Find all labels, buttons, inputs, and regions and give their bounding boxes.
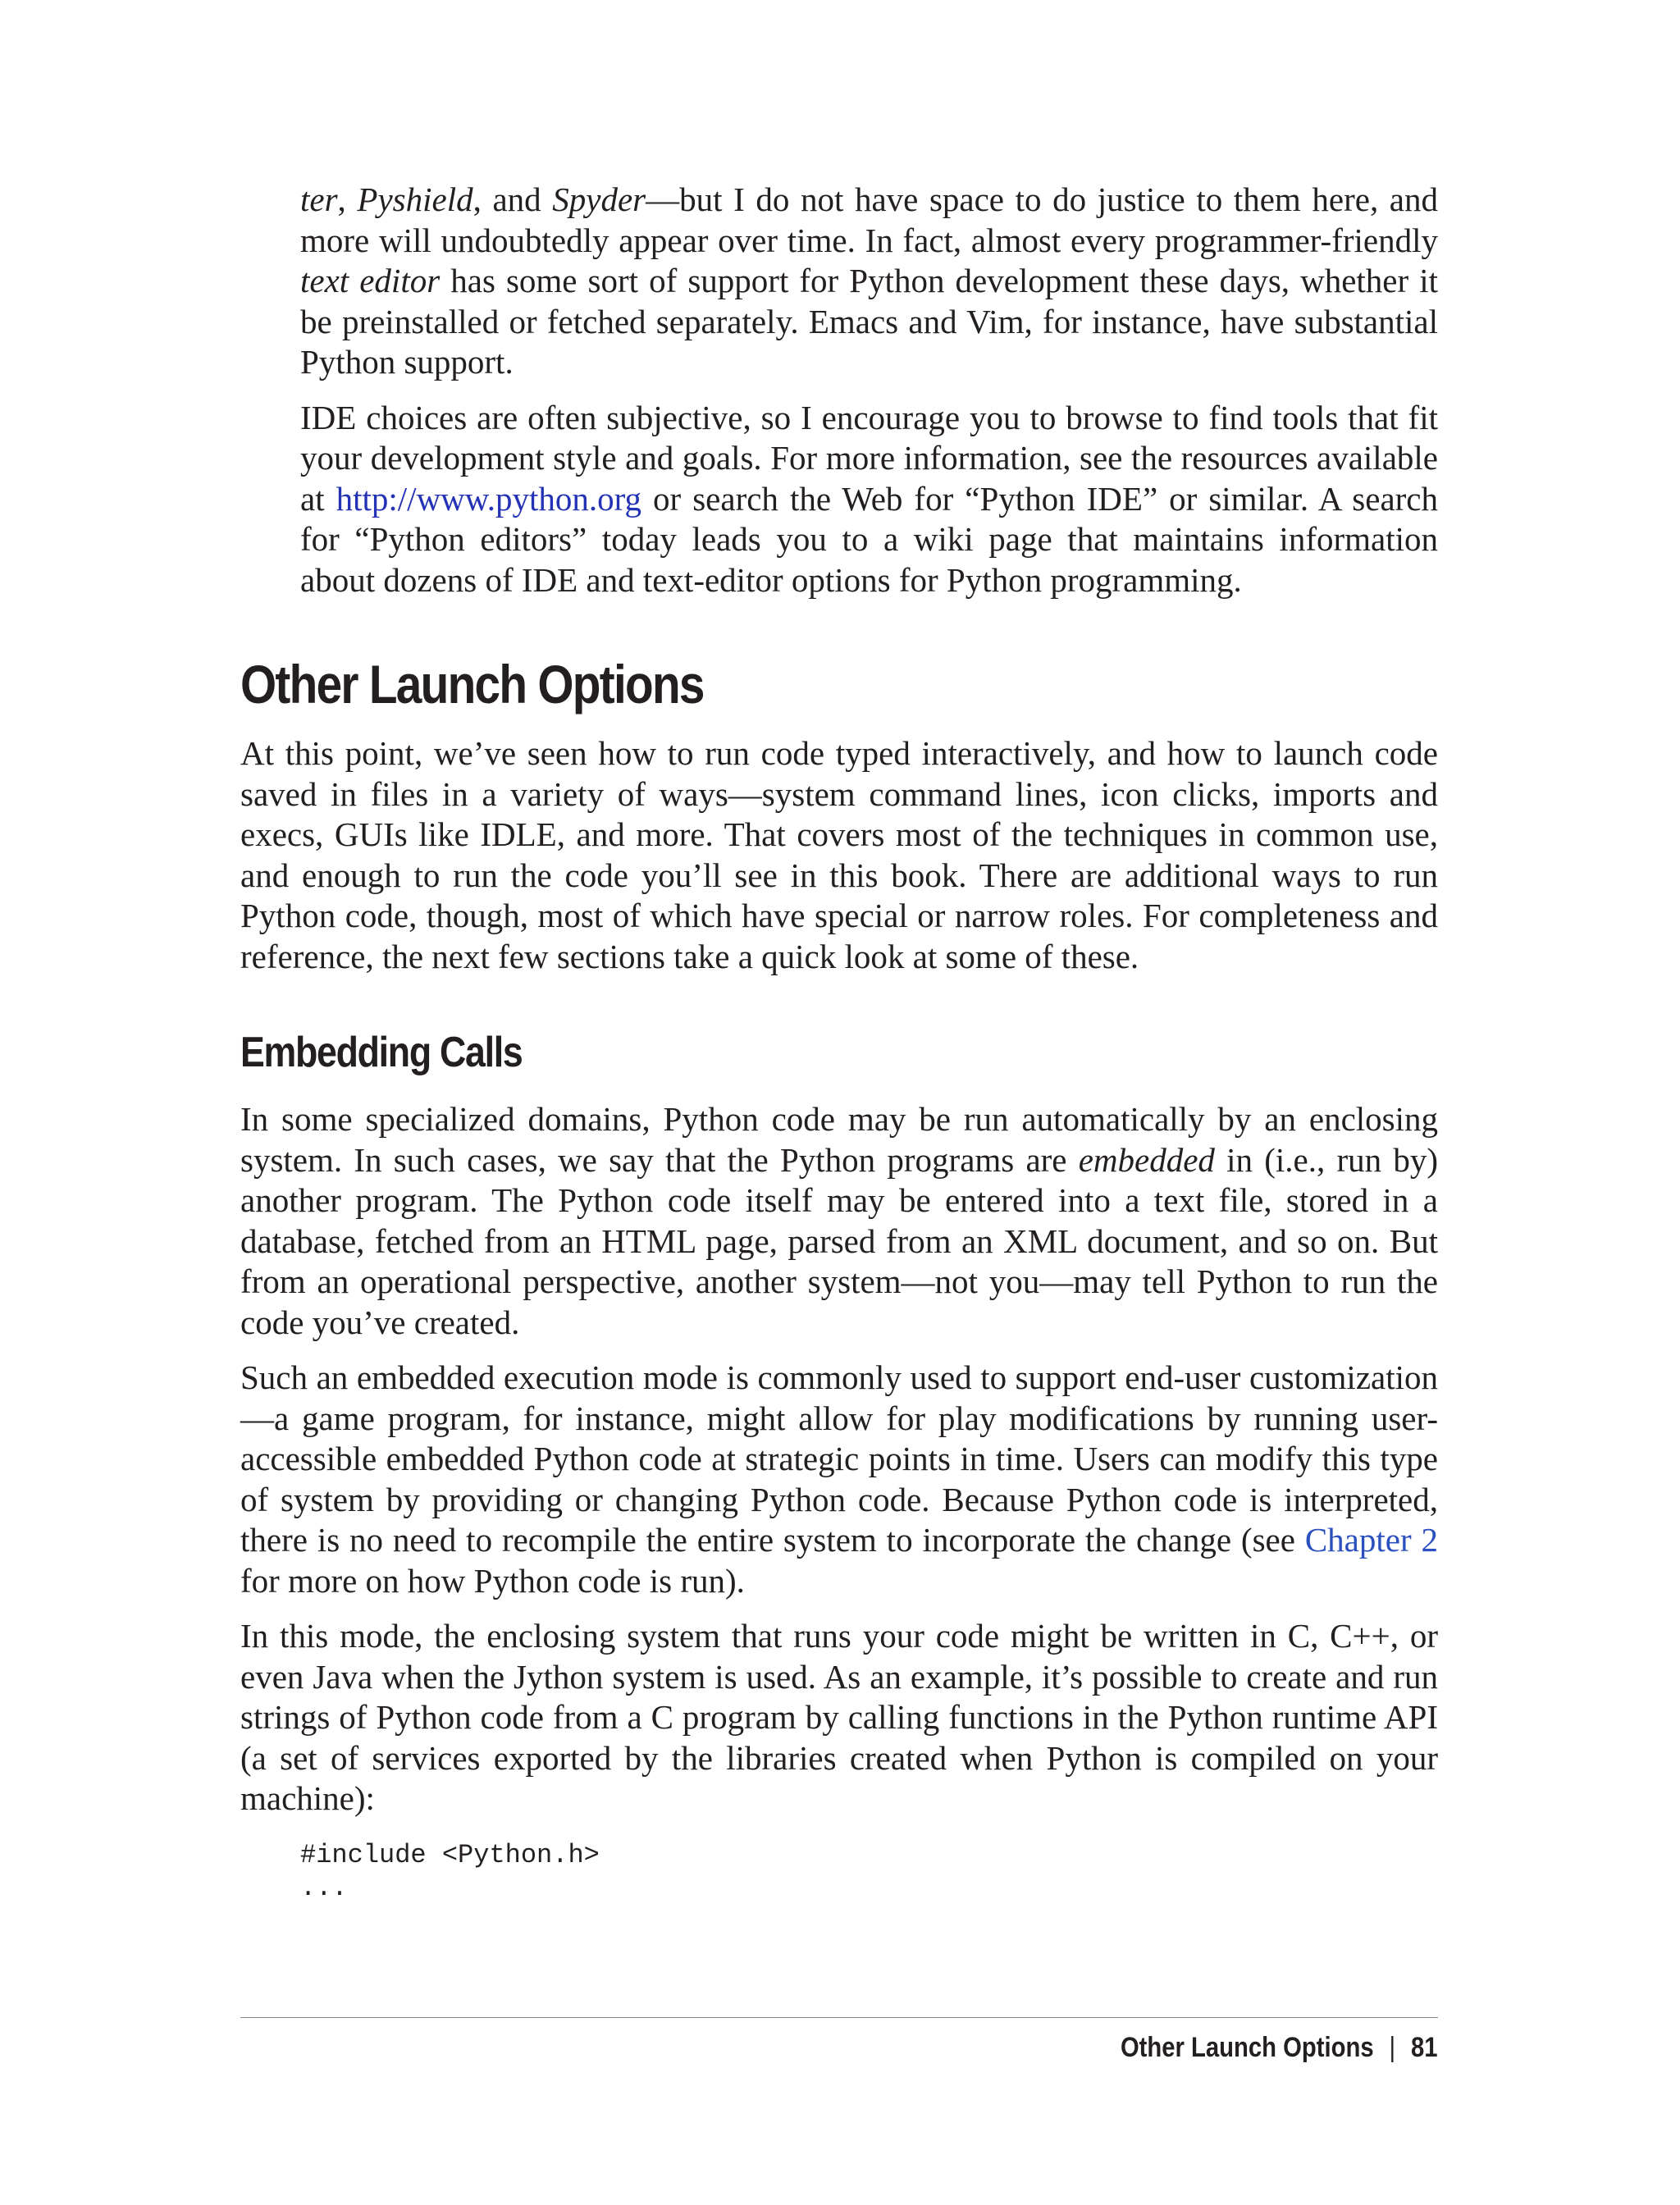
footer-separator: |	[1389, 2032, 1396, 2063]
subsection-paragraph-3: In this mode, the enclosing system that runs your code might be written in C, C++, or even Java when the Jython system is used. As an example, it’s possible to create and run strings of Python code from a C program by calling functions in the Python runtime API (a set of services exported by the libraries created when Python is compiled on your machine):	[240, 1617, 1438, 1817]
python-org-link[interactable]: http://www.python.org	[336, 479, 642, 518]
section-paragraph-1: At this point, we’ve seen how to run code typed interactively, and how to launch code saved in files in a variety of ways—system command lines, icon clicks, imports and execs, GUIs like IDLE, and more. That covers most of the techniques in common use, and enough to run the code you’ll see in this book. There are additional ways to run Python code, though, most of which have special or narrow roles. For completeness and reference, the next few sections take a quick look at some of these.	[240, 734, 1438, 975]
intro-term-ter: ter	[300, 180, 338, 218]
section-body	[240, 733, 1438, 977]
code-listing: #include <Python.h> ...	[300, 1840, 600, 1903]
footer-section-title: Other Launch Options	[1121, 2032, 1375, 2063]
subsection-paragraph-2: Such an embedded execution mode is commonly used to support end-user customization—a game program, for instance, might allow for play modifications by running user-accessible embedded Python code at strategic points in time. Users can modify this type of system by providing or changing Python code. Because Python code is interpreted, there is no need to recompile the entire system to incorporate the change (see Chapter 2 for more on how Python code is run).	[240, 1358, 1438, 1600]
footer-rule	[240, 2017, 1438, 2018]
intro-term-pyshield: Pyshield	[357, 180, 473, 218]
term-embedded: embedded	[1078, 1140, 1215, 1179]
intro-block	[300, 180, 1438, 600]
page-number: 81	[1411, 2032, 1438, 2063]
intro-term-text-editor: text editor	[300, 262, 441, 299]
section-heading: Other Launch Options	[240, 654, 704, 714]
intro-term-spyder: Spyder	[552, 180, 646, 218]
chapter-2-link[interactable]: Chapter 2	[1304, 1521, 1438, 1559]
subsection-body	[240, 1099, 1438, 1819]
intro-paragraph-2: IDE choices are often subjective, so I encourage you to browse to find tools that fit your development style and goals. For more information, see the resources available at http://www.python.org or search the Web for “Python IDE” or similar. A search for “Python editors” today leads you to a wiki page that maintains information about dozens of IDE and text-editor options for Python programming.	[300, 398, 1438, 599]
subsection-paragraph-1: In some specialized domains, Python code may be run automatically by an enclosing system. In such cases, we say that the Python programs are embedded in (i.e., run by) another program. The Python code itself may be entered into a text file, stored in a database, fetched from an HTML page, parsed from an XML document, and so on. But from an operational perspective, another system—not you—may tell Python to run the code you’ve created.	[240, 1100, 1438, 1341]
page-footer	[1121, 2029, 1438, 2066]
intro-paragraph-1: ter, Pyshield, and Spyder—but I do not have space to do justice to them here, and more will undoubtedly appear over time. In fact, almost every programmer-friendly text editor has some sort of support for Python development these days, whether it be preinstalled or fetched separately. Emacs and Vim, for instance, have substantial Python support.	[300, 180, 1438, 381]
subsection-heading: Embedding Calls	[240, 1029, 523, 1076]
